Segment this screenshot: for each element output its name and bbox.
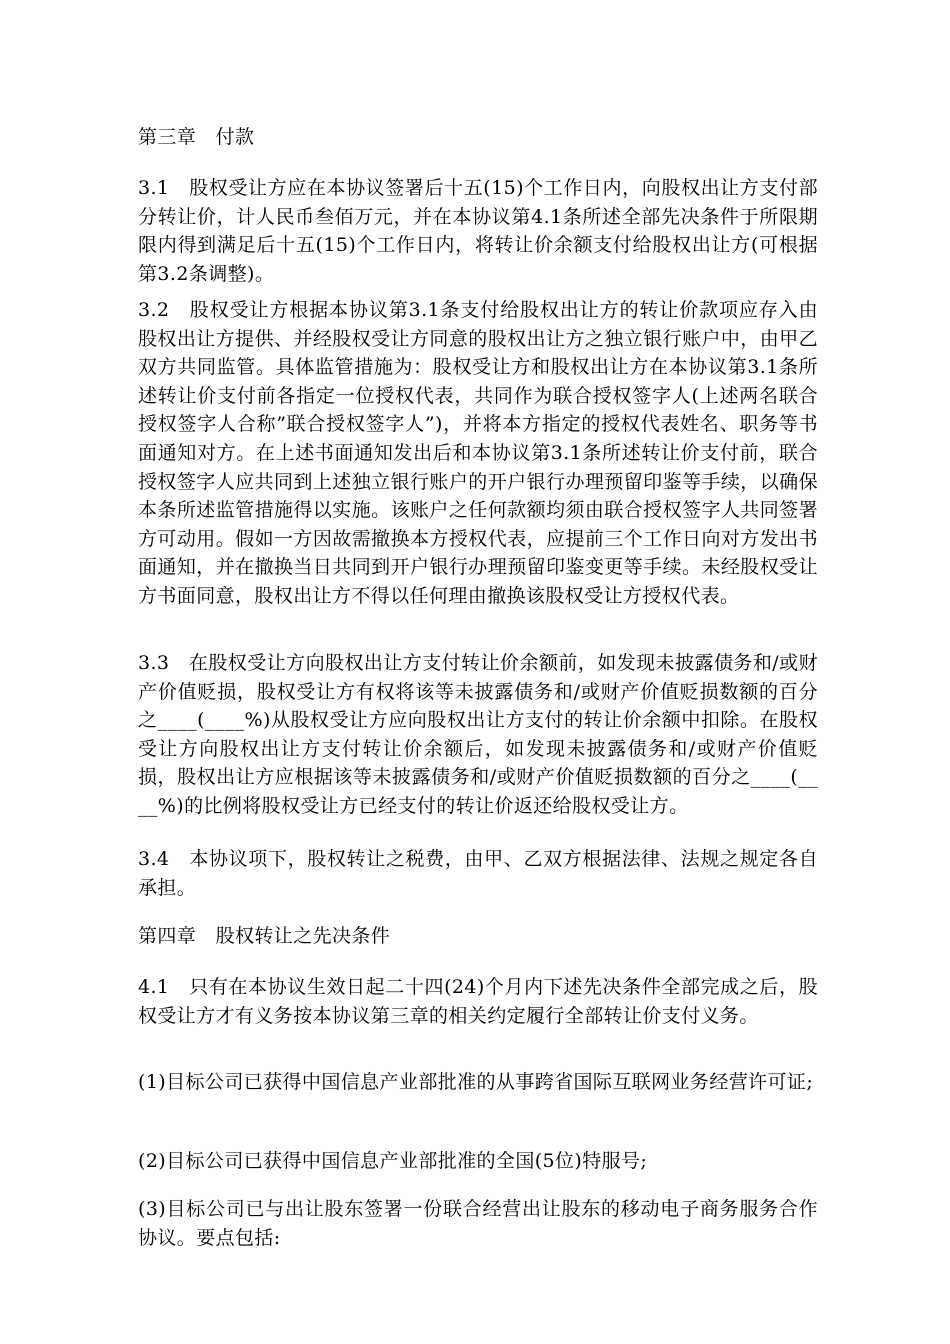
clause-3-1: 3.1 股权受让方应在本协议签署后十五(15)个工作日内，向股权出让方支付部分转让价，计人民币叁佰万元，并在本协议第4.1条所述全部先决条件于所限期限内得到满足后十五(15)个工作日内，将转让价余额支付给股权出让方(可根据第3.2条调整)。 xyxy=(138,177,818,285)
clause-3-2: 3.2 股权受让方根据本协议第3.1条支付给股权出让方的转让价款项应存入由股权出让方提供、并经股权受让方同意的股权出让方之独立银行账户中，由甲乙双方共同监管。具体监管措施为：股权受让方和股权出让方在本协议第3.1条所述转让价支付前各指定一位授权代表，共同作为联合授权签字人(上述两名联合授权签字人合称”联合授权签字人”)，并将本方指定的授权代表姓名、职务等书面通知对方。在上述书面通知发出后和本协议第3.1条所述转让价支付前，联合授权签字人应共同到上述独立银行账户的开户银行办理预留印鉴等手续，以确保本条所述监管措施得以实施。该账户之任何款额均须由联合授权签字人共同签署方可动用。假如一方因故需撤换本方授权代表，应提前三个工作日向对方发出书面通知，并在撤换当日共同到开户银行办理预留印鉴变更等手续。未经股权受让方书面同意，股权出让方不得以任何理由撤换该股权受让方授权代表。 xyxy=(138,299,818,607)
condition-item-1: (1)目标公司已获得中国信息产业部批准的从事跨省国际互联网业务经营许可证; xyxy=(138,1071,814,1093)
chapter-3-title: 第三章 付款 xyxy=(138,126,255,148)
chapter-4-title: 第四章 股权转让之先决条件 xyxy=(138,925,391,947)
condition-item-3: (3)目标公司已与出让股东签署一份联合经营出让股东的移动电子商务服务合作协议。要点包括: xyxy=(138,1198,818,1249)
clause-3-3: 3.3 在股权受让方向股权出让方支付转让价余额前，如发现未披露债务和/或财产价值贬损，股权受让方有权将该等未披露债务和/或财产价值贬损数额的百分之____(____%)从股权受让方应向股权出让方支付的转让价余额中扣除。在股权受让方向股权出让方支付转让价余额后，如发现未披露债务和/或财产价值贬损，股权出让方应根据该等未披露债务和/或财产价值贬损数额的百分之____(____%)的比例将股权受让方已经支付的转让价返还给股权受让方。 xyxy=(138,652,818,817)
clause-4-1: 4.1 只有在本协议生效日起二十四(24)个月内下述先决条件全部完成之后，股权受让方才有义务按本协议第三章的相关约定履行全部转让价支付义务。 xyxy=(138,976,818,1027)
clause-3-4: 3.4 本协议项下，股权转让之税费，由甲、乙双方根据法律、法规之规定各自承担。 xyxy=(138,848,818,899)
condition-item-2: (2)目标公司已获得中国信息产业部批准的全国(5位)特服号; xyxy=(138,1150,648,1172)
